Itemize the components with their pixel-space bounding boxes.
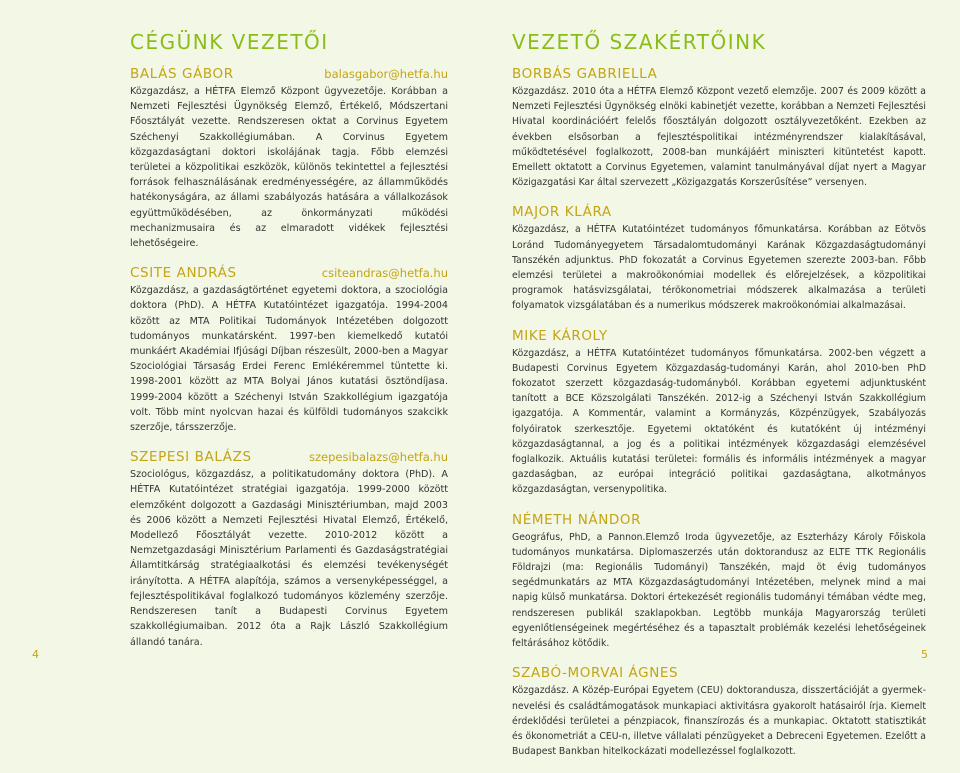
person-email-link[interactable]: balasgabor@hetfa.hu [324,67,448,81]
person-bio: Közgazdász. A Közép-Európai Egyetem (CEU) doktorandusza, disszertációját a gyermek-nevelési és családtámogatások munkapiaci aktivitásra gyakorolt hatásairól írja. Kiemelt érdeklődési területei a pénzpiacok, finanszírozás és a munkapiac. Oktatott statisztikát és ökonometriát a CEU-n, illetve vállalati pénzügyeket a Debreceni Egyetemen. Ezelőtt a Budapest Bankban hitelkockázati modellezéssel foglalkozott. [512,685,926,758]
person-name: BORBÁS GABRIELLA [512,66,658,82]
right-page [480,0,960,758]
experts-column [512,66,926,773]
person-block [512,204,926,313]
person-name: SZABÓ-MORVAI ÁGNES [512,665,679,682]
person-block [130,265,448,435]
page-number: 4 [32,648,39,661]
person-block [512,328,926,498]
person-name: NÉMETH NÁNDOR [512,511,642,528]
person-email-link[interactable]: csiteandras@hetfa.hu [321,266,448,281]
section-title-experts: VEZETŐ SZAKÉRTŐINK [512,30,767,54]
person-block [130,449,448,649]
person-bio: Közgazdász, a gazdaságtörténet egyetemi doktora, a szociológia doktora (PhD). A HÉTFA Kutatóintézet igazgatója. 1994-2004 között az MTA Politikai Tudományok Intézetében dolgozott tudományos munkatársként. 1997-ben kiemelkedő kutatói munkáért Akadémiai Ifjúsági Díjban részesült, 2000-ben a Magyar Szociológiai Társaság Erdei Ferenc Emlékéremmel tüntette ki. 1998-2001 között az MTA Bolyai János kutatási ösztöndíjasa. 1999-2004 között a Széchenyi István Szakkollégium igazgatója volt. Több mint nyolcvan hazai és külföldi tudományos szakcikk szerzője, társszerzője. [130,285,448,434]
person-block [512,66,926,190]
person-block [512,665,926,759]
leaders-column [130,66,448,664]
person-bio: Közgazdász, a HÉTFA Kutatóintézet tudományos főmunkatársa. Korábban az Eötvös Loránd Tudományegyetem Társadalomtudományi Karának Közgazdaságtudományi Tanszékén adjunktus. PhD fokozatát a Corvinus Egyetemen szerezte 2003-ban. Főbb elemzési területei a makroökonómiai modellek és előrejelzések, a közpolitikai programok hatásvizsgálatai, térökonometriai módszerek alkalmazása a területi folyamatok vizsgálatában és a numerikus módszerek makroökonómiai alkalmazásai. [512,224,926,312]
person-name: BALÁS GÁBOR [130,66,234,82]
person-bio: Közgazdász, a HÉTFA Elemző Központ ügyvezetője. Korábban a Nemzeti Fejlesztési Ügynökség Elemző, Értékelő, Módszertani Főosztályát vezette. Rendszeresen oktat a Corvinus Egyetem Széchenyi Szakkollégiumában. A Corvinus Egyetem közgazdaságtani doktori iskolájának tagja. Főbb elemzési területei a közpolitikai eszközök, különös tekintettel a fejlesztési források felhasználásának eredményességére, az államműködés hatékonyságára, az állami szabályozás hatására a vállalkozások együttműködésében, az önkormányzati működési mechanizmusaira és az elmaradott vidékek fejlesztési lehetőségeire. [130,86,448,250]
person-block [512,512,926,652]
person-name: SZEPESI BALÁZS [130,449,252,466]
person-name: CSITE ANDRÁS [130,265,237,282]
person-name: MAJOR KLÁRA [512,204,612,221]
person-bio: Geográfus, PhD, a Pannon.Elemző Iroda ügyvezetője, az Eszterházy Károly Főiskola tudományos munkatársa. Diplomaszerzés után doktorandusz az ELTE TTK Regionális Földrajzi (ma: Regionális Tudományi) Tanszékén, majd öt évig tudományos segédmunkatárs az MTA Közgazdaságtudományi Intézetében, melynek mind a mai napig külső munkatársa. Doktori értekezését regionális tudományi témában védte meg, rendszeresen publikál szaklapokban. Legtöbb munkája Magyarország területi egyenlőtlenségeinek megértéséhez és a tapasztalt problémák kezelési lehetőségeinek feltárásához kötődik. [512,531,926,650]
person-bio: Szociológus, közgazdász, a politikatudomány doktora (PhD). A HÉTFA Kutatóintézet stratégiai igazgatója. 1999-2000 között elemzőként dolgozott a Gazdasági Minisztériumban, majd 2003 és 2006 között a Nemzeti Fejlesztési Hivatal Elemző, Értékelő, Modellező Főosztályát vezette. 2010-2012 között a Nemzetgazdasági Minisztérium Parlamenti és Gazdaságstratégiai Államtitkárság stratégiaalkotási és elemzési tevékenységét irányította. A HÉTFA alapítója, számos a versenyképességgel, a fejlesztéspolitikával foglalkozó tudományos közlemény szerzője. Rendszeresen tanít a Budapesti Corvinus Egyetem szakkollégiumaiban. 2012 óta a Rajk László Szakkollégium állandó tanára. [130,469,448,648]
page-number: 5 [921,648,928,661]
section-title-leaders: CÉGÜNK VEZETŐI [130,30,329,54]
person-email-link[interactable]: szepesibalazs@hetfa.hu [309,450,448,465]
person-bio: Közgazdász, a HÉTFA Kutatóintézet tudományos főmunkatársa. 2002-ben végzett a Budapesti Corvinus Egyetem Közgazdaság-tudományi Karán, ahol 2010-ben PhD fokozatot szerzett közgazdaság-tudományból. Korábban egyetemi adjunktusként tanított a BCE Közszolgálati Tanszékén. 2012-ig a Széchenyi István Szakkollégium igazgatója. A Kommentár, valamint a Kormányzás, Közpénzügyek, Szabályozás folyóiratok szerkesztője. Egyetemi oktatóként és kutatóként új intézményi közgazdaságtannal, a jog és a politikai intézmények közgazdasági elemzésével foglalkozik. Aktuális kutatási területei: formális és informális intézmények a magyar gazdaságban, az európai integráció politikai gazdaságtana, alkotmányos közgazdaságtan, versenypolitika. [512,347,926,496]
person-bio: Közgazdász. 2010 óta a HÉTFA Elemző Központ vezető elemzője. 2007 és 2009 között a Nemzeti Fejlesztési Ügynökség elnöki kabinetjét vezette, korábban a Nemzeti Fejlesztési Hivatal koordinációért felelős főosztályán dolgozott osztályvezetőként. Ezekben az években elsősorban a fejlesztéspolitikai intézményrendszer kialakításával, működtetésével foglalkozott, 2008-ban munkájáért miniszteri kitüntetést kapott. Emellett oktatott a Corvinus Egyetemen, valamint tanulmányával díjat nyert a Magyar Közigazgatási Kar által szervezett „Közigazgatás Korszerűsítése” versenyen. [512,86,926,189]
left-page [0,0,480,681]
person-name: MIKE KÁROLY [512,327,608,344]
person-block [130,66,448,251]
